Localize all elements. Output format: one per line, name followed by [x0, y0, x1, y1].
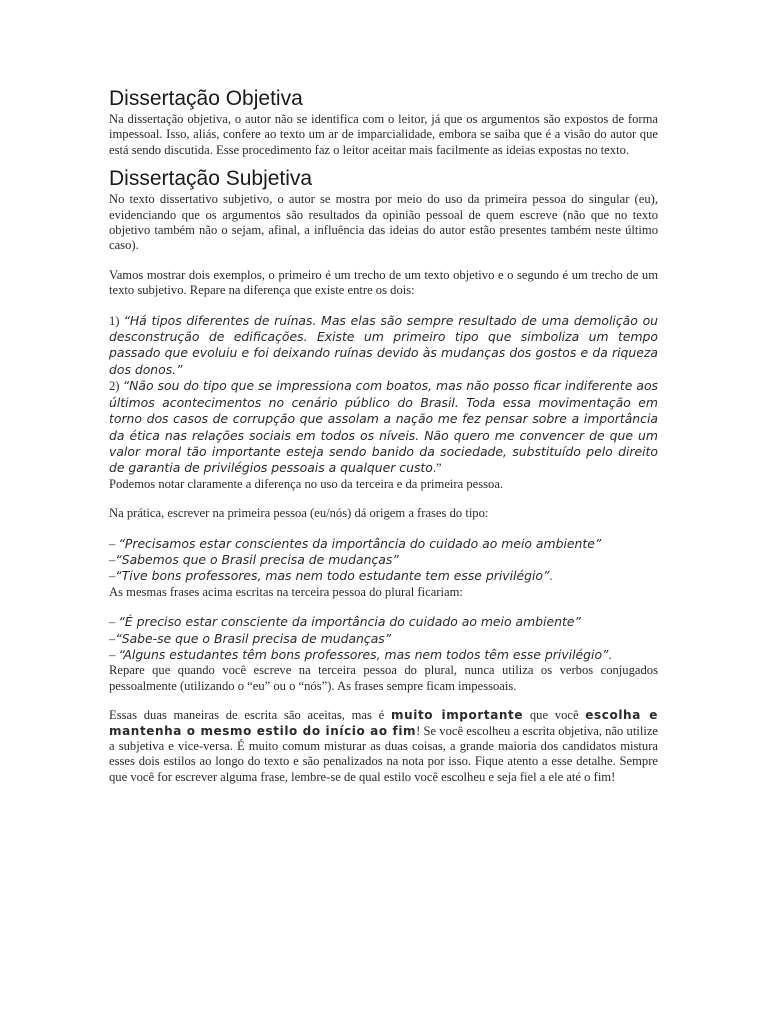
dash: – [109, 631, 116, 646]
example-1-prefix: 1) [109, 313, 124, 328]
conclusion-text: ! Se você escolheu a escrita objetiva, não utilize a subjetiva e vice-versa. É muito comum misturar as duas coisas, a grande maioria dos candidatos mistura esses dois estilos ao longo do texto e são penalizados na nota por isso. Fique atento a esse detalhe. Sempre que você for escrever alguma frase, lembre-se de qual estilo você escolheu e seja fiel a ele até o fim! [109, 723, 658, 784]
third-person-list [109, 614, 658, 663]
dash: – [109, 569, 116, 584]
heading-subjective: Dissertação Subjetiva [109, 167, 313, 191]
example-2-quote: “Não sou do tipo que se impressiona com boatos, mas não posso ficar indiferente aos últimos acontecimentos no cenário público do Brasil. Toda essa movimentação em torno dos casos de corrupção que assolam a nação me fez pensar sobre a importância da ética nas relações sociais em todos os níveis. Não quero me convencer de que um valor moral tão importante esteja sendo banido da sociedade, substituído pelo direito de garantia de privilégios pessoais a qualquer custo [109, 378, 658, 476]
list-item [109, 631, 658, 647]
heading-objective: Dissertação Objetiva [109, 87, 303, 110]
list-item [109, 568, 658, 584]
emphasis-very-important: muito importante [390, 708, 524, 723]
example-2-suffix: .” [432, 461, 442, 476]
conclusion-text: que você [523, 708, 586, 723]
dash: – [109, 552, 116, 567]
example-2-prefix: 2) [109, 379, 123, 394]
sentence-end: . [549, 569, 553, 584]
paragraph-conclusion [109, 708, 658, 785]
paragraph-note: Podemos notar claramente a diferença no uso da terceira e da primeira pessoa. [109, 476, 504, 491]
list-item [109, 614, 658, 630]
example-2 [109, 378, 658, 476]
conclusion-text: Essas duas maneiras de escrita são aceitas, mas é [109, 708, 391, 723]
example-sentence: “Sabe-se que o Brasil precisa de mudanças” [115, 630, 392, 646]
example-sentence: “Precisamos estar conscientes da importância do cuidado ao meio ambiente” [118, 535, 602, 551]
paragraph-subjective: No texto dissertativo subjetivo, o autor se mostra por meio do uso da primeira pessoa do singular (eu), evidenciando que os argumentos são resultados da opinião pessoal de quem escreve (não que no texto objetivo também não o sejam, afinal, a influência das ideias do autor estão presentes também neste último caso). [109, 192, 658, 253]
paragraph-observation: Repare que quando você escreve na terceira pessoa do plural, nunca utiliza os verbos conjugados pessoalmente (utilizando o “eu” ou o “nós”). As frases sempre ficam impessoais. [109, 663, 658, 693]
paragraph-objective: Na dissertação objetiva, o autor não se identifica com o leitor, já que os argumentos são expostos de forma impessoal. Isso, aliás, confere ao texto um ar de imparcialidade, embora se saiba que é a visão do autor que está sendo discutida. Esse procedimento faz o leitor aceitar mais facilmente as ideias expostas no texto. [109, 112, 658, 157]
example-1-quote: “Há tipos diferentes de ruínas. Mas elas são sempre resultado de uma demolição ou desconstrução de edificações. Existe um primeiro tipo que simboliza um tempo passado que evoluiu e foi deixando ruínas devido às mudanças dos gostos e da riqueza dos donos.” [109, 312, 659, 377]
example-sentence: “Sabemos que o Brasil precisa de mudanças” [115, 551, 399, 567]
example-sentence: “É preciso estar consciente da importância do cuidado ao meio ambiente” [118, 614, 581, 630]
paragraph-third-person-intro: As mesmas frases acima escritas na terceira pessoa do plural ficariam: [109, 584, 463, 599]
sentence-end: . [608, 647, 612, 662]
emphasis-keep-style: escolha e mantenha o mesmo estilo do início ao fim [109, 708, 658, 738]
example-sentence: “Tive bons professores, mas nem todo estudante tem esse privilégio” [115, 568, 550, 584]
list-item [109, 536, 658, 552]
example-1 [109, 313, 658, 379]
paragraph-first-person-intro: Na prática, escrever na primeira pessoa (eu/nós) dá origem a frases do tipo: [109, 506, 489, 521]
list-item [109, 647, 658, 663]
example-sentence: “Alguns estudantes têm bons professores, mas nem todos têm esse privilégio” [118, 646, 609, 662]
first-person-list [109, 536, 658, 585]
dash: – [109, 615, 119, 630]
list-item [109, 552, 658, 568]
paragraph-intro: Vamos mostrar dois exemplos, o primeiro é um trecho de um texto objetivo e o segundo é um trecho de um texto subjetivo. Repare na diferença que existe entre os dois: [109, 267, 658, 298]
dash: – [109, 647, 119, 662]
dash: – [109, 536, 119, 551]
